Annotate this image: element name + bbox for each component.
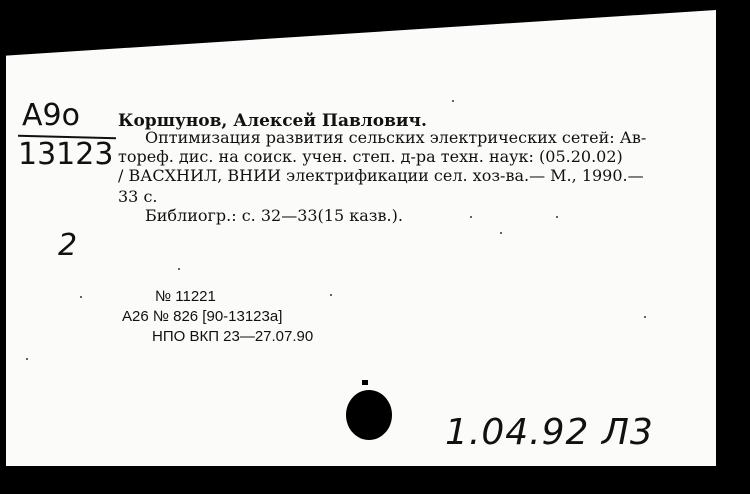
speck: [644, 316, 646, 318]
speck: [178, 268, 180, 270]
shelf-mark-bottom: 13123: [18, 137, 114, 172]
author-heading: Коршунов, Алексей Павлович.: [118, 111, 427, 131]
speck: [80, 296, 82, 298]
speck: [452, 100, 454, 102]
handwritten-number: 2: [58, 228, 78, 263]
speck: [330, 294, 332, 296]
shelf-mark-top: А9о: [22, 98, 80, 133]
description-line-2: тореф. дис. на соиск. учен. степ. д-ра техн. наук: (05.20.02): [118, 147, 623, 166]
title-line: Оптимизация развития сельских электрических сетей: Ав-: [145, 128, 647, 147]
bibliography-note: Библиогр.: с. 32—33(15 казв.).: [145, 206, 403, 225]
registry-line-1: № 11221: [155, 288, 216, 305]
registry-line-3: НПО ВКП 23—27.07.90: [152, 328, 314, 345]
registry-line-2: А26 № 826 [90-13123а]: [122, 308, 283, 325]
description-line-4: 33 с.: [118, 187, 158, 206]
handwritten-date: 1.04.92 Л3: [445, 412, 654, 453]
speck: [556, 216, 558, 218]
description-line-3: / ВАСХНИЛ, ВНИИ электрификации сел. хоз-ва.— М., 1990.—: [118, 166, 644, 185]
speck: [470, 216, 472, 218]
speck: [26, 358, 28, 360]
stamp-mark: [362, 380, 368, 385]
speck: [500, 232, 502, 234]
punch-hole: [346, 390, 392, 440]
